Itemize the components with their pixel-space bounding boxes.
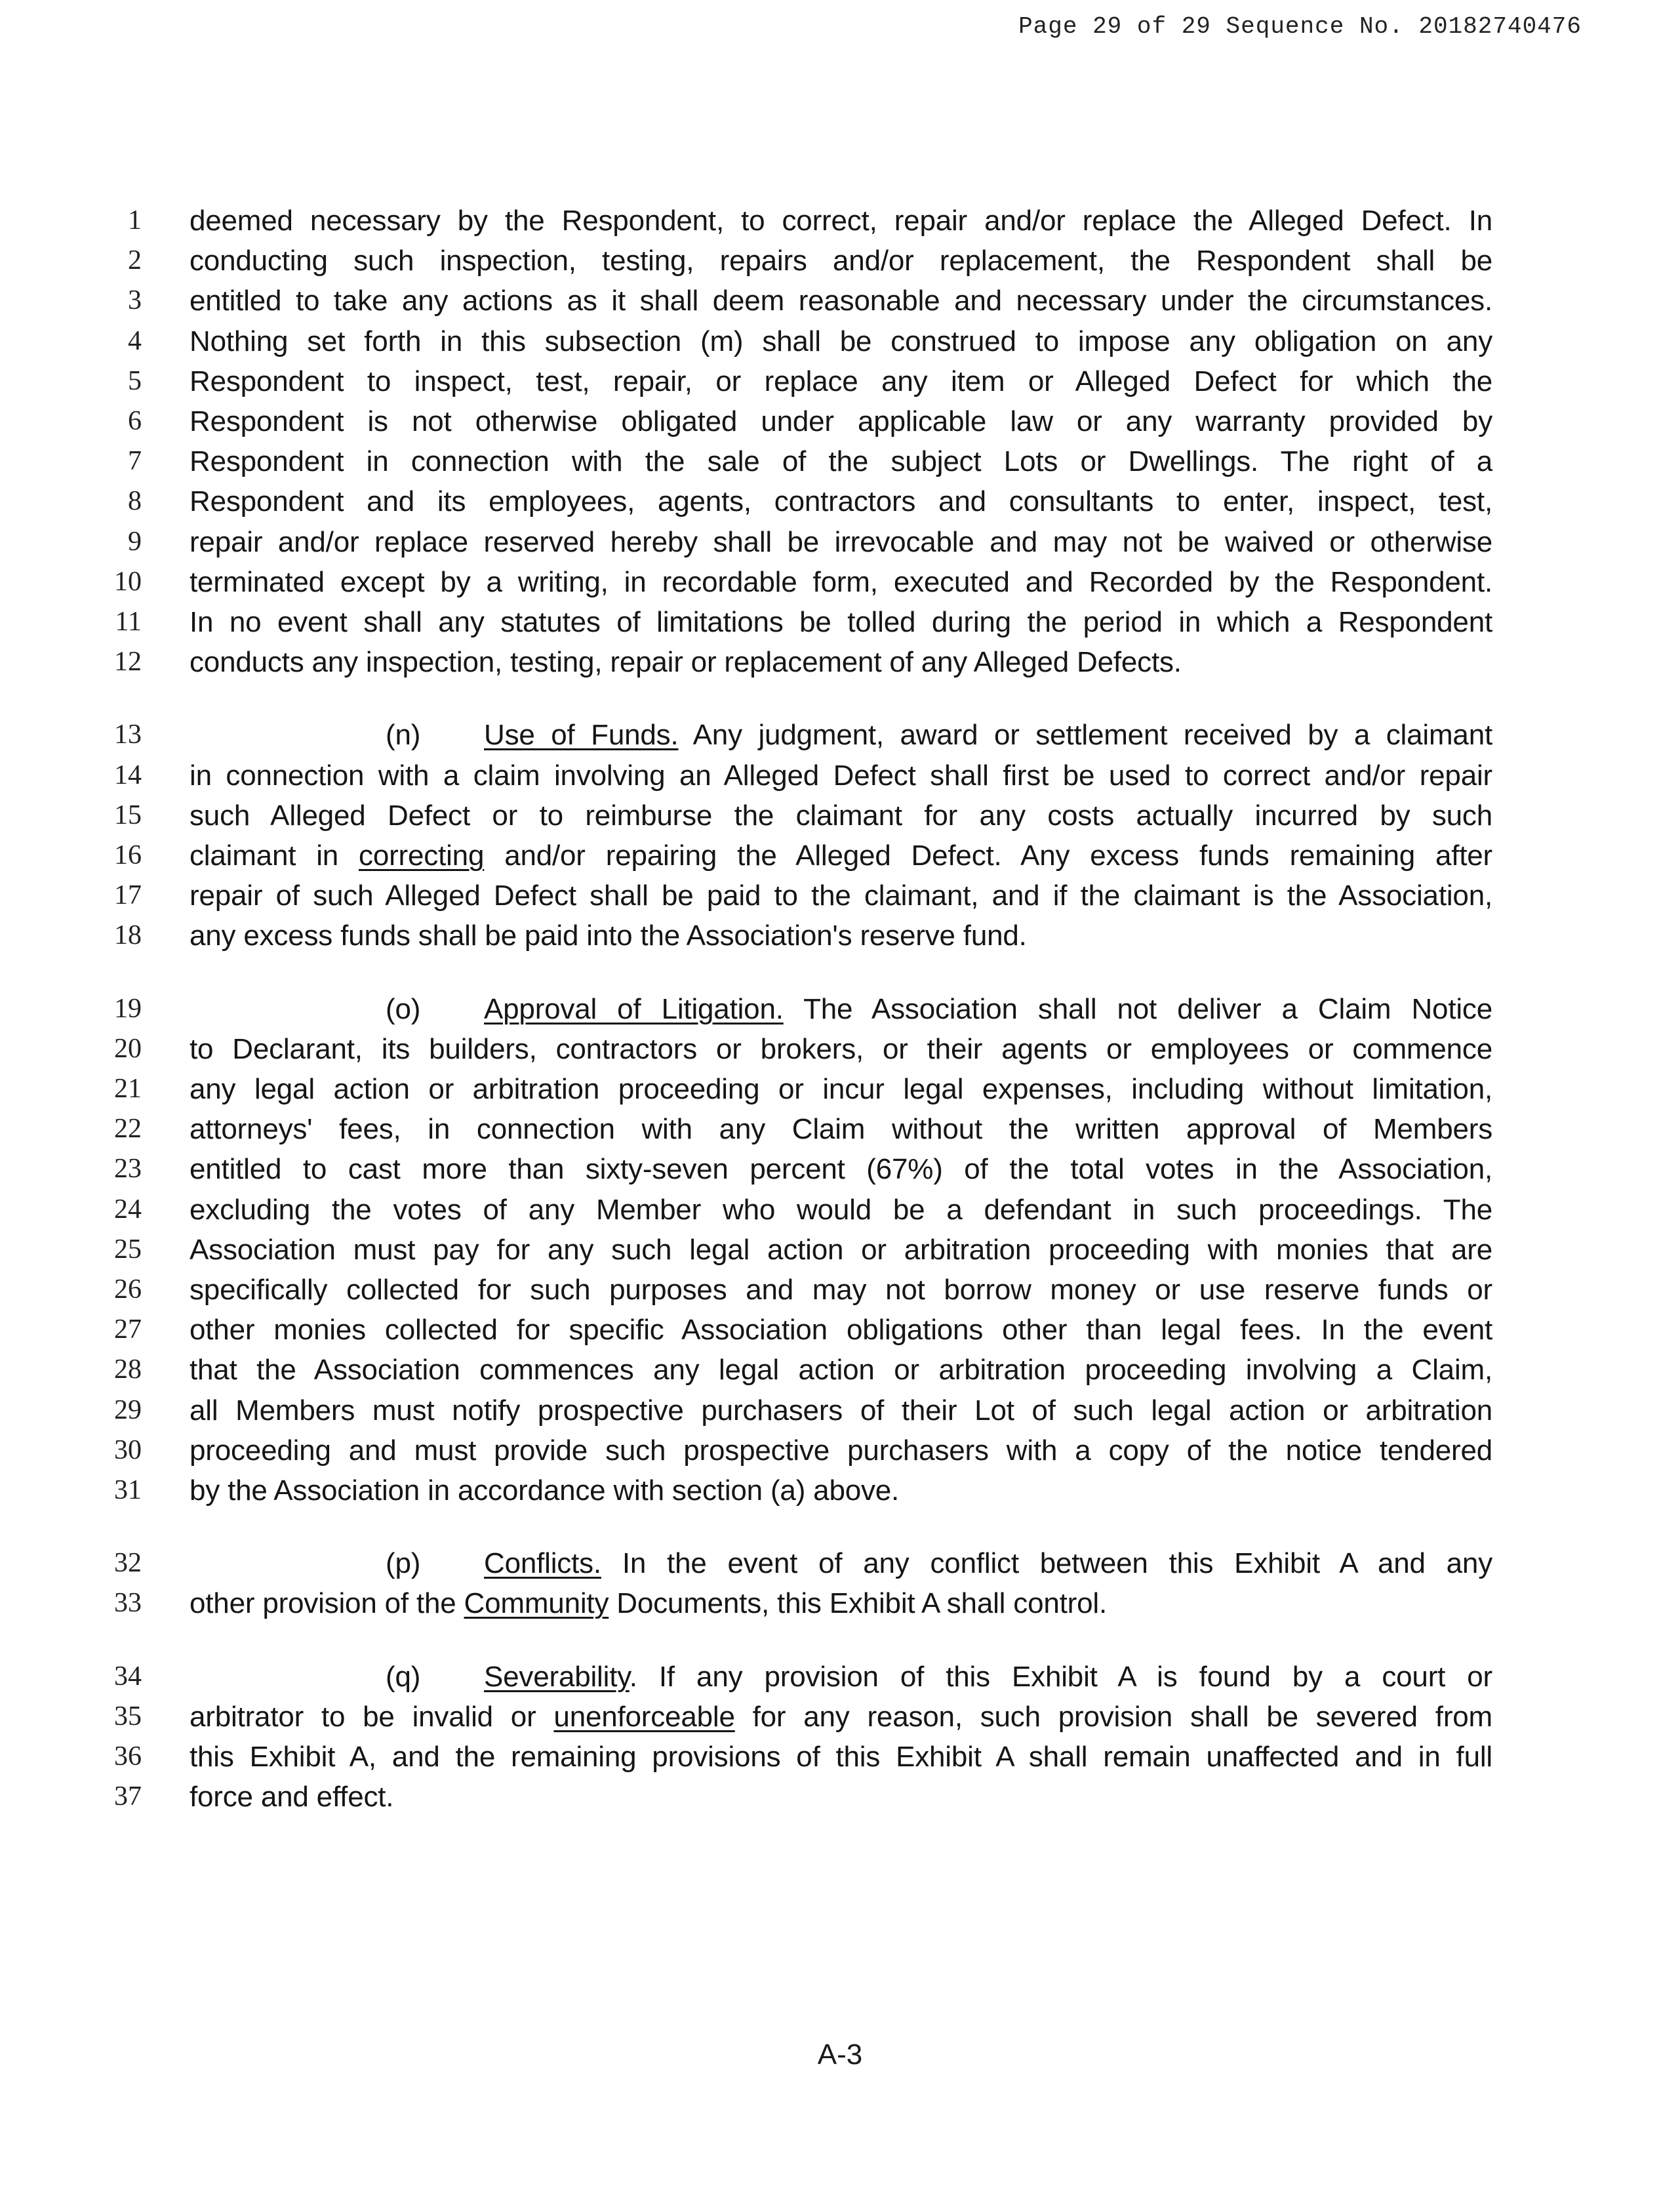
line-text [190, 602, 1492, 642]
document-line [0, 562, 1680, 602]
document-line [0, 715, 1680, 755]
line-text [190, 1390, 1492, 1430]
line-number: 13 [114, 720, 142, 750]
line-content: Respondent is not otherwise obligated under applicable law or any warranty provided by [190, 405, 1492, 437]
line-text [190, 1777, 1492, 1817]
line-content: Any judgment, award or settlement received by a claimant [692, 719, 1492, 752]
heading-punctuation: . [629, 1660, 637, 1693]
line-text [190, 481, 1492, 521]
line-content: by the Association in accordance with section (a) above. [190, 1474, 900, 1507]
line-text [190, 1310, 1492, 1350]
document-line [0, 796, 1680, 836]
document-line [0, 481, 1680, 521]
line-text [190, 836, 1492, 876]
line-content: other provision of the [190, 1587, 464, 1620]
line-number: 10 [114, 566, 142, 597]
line-number: 21 [114, 1074, 142, 1104]
document-line [0, 1190, 1680, 1230]
document-line [0, 1390, 1680, 1430]
line-text [190, 756, 1492, 796]
line-number: 6 [128, 406, 142, 436]
line-number: 9 [128, 526, 142, 557]
line-content: claimant in [190, 840, 359, 872]
line-content: repair and/or replace reserved hereby shall be irrevocable and may not be waived or otherwise [190, 525, 1492, 558]
line-number: 36 [114, 1741, 142, 1772]
line-content: in connection with a claim involving an Alleged Defect shall first be used to correct and/or repair [190, 759, 1492, 792]
line-number: 12 [114, 647, 142, 678]
line-text [190, 1149, 1492, 1189]
underlined-term: unenforceable [553, 1700, 735, 1733]
document-line [0, 1583, 1680, 1623]
line-content: Nothing set forth in this subsection (m) shall be construed to impose any obligation on any [190, 325, 1492, 357]
line-number: 8 [128, 486, 142, 517]
subsection-marker: (o) [386, 992, 421, 1025]
line-content: excluding the votes of any Member who would be a defendant in such proceedings. The [190, 1193, 1492, 1226]
line-content: Documents, this Exhibit A shall control. [609, 1587, 1107, 1620]
line-number: 1 [128, 205, 142, 235]
line-text [190, 401, 1492, 441]
line-content: terminated except by a writing, in recordable form, executed and Recorded by the Respondent. [190, 565, 1492, 598]
line-text [190, 562, 1492, 602]
subsection-marker: (q) [386, 1660, 421, 1693]
document-line [0, 1430, 1680, 1470]
line-number: 18 [114, 920, 142, 951]
document-line [0, 1777, 1680, 1817]
line-number: 14 [114, 760, 142, 790]
line-content: Respondent and its employees, agents, contractors and consultants to enter, inspect, test, [190, 485, 1492, 518]
line-content: for any reason, such provision shall be severed from [734, 1700, 1492, 1733]
line-number: 19 [114, 993, 142, 1024]
line-content: proceeding and must provide such prospective purchasers with a copy of the notice tendered [190, 1434, 1492, 1467]
document-line [0, 1737, 1680, 1777]
line-number: 3 [128, 285, 142, 316]
line-number: 15 [114, 800, 142, 830]
line-number: 20 [114, 1033, 142, 1064]
line-content: any legal action or arbitration proceeding or incur legal expenses, including without limitation, [190, 1073, 1492, 1105]
line-text [190, 1109, 1492, 1149]
line-number: 32 [114, 1548, 142, 1579]
line-text [190, 361, 1492, 401]
line-number: 5 [128, 365, 142, 396]
underlined-term: correcting [359, 840, 485, 872]
line-content: conducting such inspection, testing, repairs and/or replacement, the Respondent shall be [190, 245, 1492, 277]
line-text [190, 1230, 1492, 1270]
line-content: any excess funds shall be paid into the Association's reserve fund. [190, 920, 1027, 952]
line-content: that the Association commences any legal action or arbitration proceeding involving a Claim, [190, 1354, 1492, 1387]
line-text [190, 321, 1492, 361]
line-content: In no event shall any statutes of limitations be tolled during the period in which a Respondent [190, 606, 1492, 638]
document-line [0, 916, 1680, 956]
line-text [190, 642, 1492, 682]
subsection-heading: Use of Funds. [484, 719, 679, 752]
line-number: 7 [128, 446, 142, 477]
document-line [0, 1697, 1680, 1737]
line-text [190, 1029, 1492, 1069]
line-text [190, 796, 1492, 836]
document-line [0, 1230, 1680, 1270]
line-text [190, 241, 1492, 281]
document-line [0, 989, 1680, 1029]
line-content: all Members must notify prospective purchasers of their Lot of such legal action or arbitration [190, 1394, 1492, 1427]
line-content: to Declarant, its builders, contractors or brokers, or their agents or employees or commence [190, 1032, 1492, 1065]
document-line [0, 1109, 1680, 1149]
line-number: 22 [114, 1114, 142, 1145]
document-line [0, 1310, 1680, 1350]
line-text [190, 876, 1492, 916]
subsection-heading: Severability [484, 1660, 630, 1693]
line-text [386, 1657, 1492, 1697]
underlined-term: Community [464, 1587, 609, 1620]
line-content: repair of such Alleged Defect shall be paid to the claimant, and if the claimant is the Association, [190, 880, 1492, 912]
document-line [0, 642, 1680, 682]
document-line [0, 201, 1680, 241]
line-content: other monies collected for specific Association obligations other than legal fees. In the event [190, 1314, 1492, 1347]
document-line [0, 1069, 1680, 1109]
line-number: 4 [128, 325, 142, 356]
document-line [0, 1470, 1680, 1511]
line-text [190, 1350, 1492, 1390]
line-text [386, 1543, 1492, 1583]
document-line [0, 361, 1680, 401]
line-number: 25 [114, 1234, 142, 1265]
line-number: 2 [128, 245, 142, 276]
document-line [0, 1029, 1680, 1069]
line-number: 16 [114, 840, 142, 870]
document-line [0, 1149, 1680, 1189]
line-content: conducts any inspection, testing, repair or replacement of any Alleged Defects. [190, 646, 1182, 679]
document-line [0, 522, 1680, 562]
line-text [190, 1583, 1492, 1623]
document-line [0, 401, 1680, 441]
line-content: Respondent to inspect, test, repair, or replace any item or Alleged Defect for which the [190, 365, 1492, 397]
line-content: Association must pay for any such legal action or arbitration proceeding with monies that are [190, 1233, 1492, 1266]
line-content: If any provision of this Exhibit A is found by a court or [658, 1660, 1492, 1693]
line-content: attorneys' fees, in connection with any Claim without the written approval of Members [190, 1113, 1492, 1146]
document-line [0, 756, 1680, 796]
line-content: entitled to cast more than sixty-seven percent (67%) of the total votes in the Association, [190, 1153, 1492, 1186]
line-content: force and effect. [190, 1781, 394, 1814]
line-number: 11 [115, 607, 142, 637]
page-sequence-header: Page 29 of 29 Sequence No. 20182740476 [1018, 13, 1582, 40]
line-text [190, 916, 1492, 956]
line-number: 26 [114, 1274, 142, 1305]
document-line [0, 441, 1680, 481]
line-text [386, 715, 1492, 755]
line-number: 35 [114, 1701, 142, 1732]
document-line [0, 1350, 1680, 1390]
line-number: 27 [114, 1314, 142, 1345]
line-number: 28 [114, 1354, 142, 1385]
line-number: 24 [114, 1194, 142, 1225]
document-line [0, 321, 1680, 361]
document-line [0, 281, 1680, 321]
document-line [0, 876, 1680, 916]
line-number: 31 [114, 1475, 142, 1505]
line-text [190, 1697, 1492, 1737]
line-text [190, 441, 1492, 481]
line-text [190, 281, 1492, 321]
line-number: 30 [114, 1434, 142, 1465]
document-line [0, 241, 1680, 281]
line-content: In the event of any conflict between this Exhibit A and any [622, 1547, 1492, 1580]
line-content: The Association shall not deliver a Claim Notice [803, 992, 1493, 1025]
line-content: and/or repairing the Alleged Defect. Any excess funds remaining after [484, 840, 1492, 872]
subsection-marker: (p) [386, 1547, 421, 1580]
document-line [0, 1657, 1680, 1697]
document-line [0, 1270, 1680, 1310]
subsection-marker: (n) [386, 719, 421, 752]
line-text [190, 1190, 1492, 1230]
subsection-heading: Approval of Litigation. [484, 992, 784, 1025]
line-text [190, 522, 1492, 562]
document-line [0, 1543, 1680, 1583]
line-number: 37 [114, 1781, 142, 1812]
line-content: Respondent in connection with the sale of the subject Lots or Dwellings. The right of a [190, 445, 1492, 478]
line-content: deemed necessary by the Respondent, to correct, repair and/or replace the Alleged Defect. In [190, 205, 1492, 237]
subsection-heading: Conflicts. [484, 1547, 601, 1580]
line-number: 29 [114, 1394, 142, 1425]
line-content: arbitrator to be invalid or [190, 1700, 554, 1733]
line-text [190, 1069, 1492, 1109]
line-number: 33 [114, 1588, 142, 1619]
line-content: such Alleged Defect or to reimburse the claimant for any costs actually incurred by such [190, 799, 1492, 832]
line-number: 23 [114, 1154, 142, 1185]
page-number-footer: A-3 [817, 2038, 863, 2071]
line-text [386, 989, 1492, 1029]
line-number: 17 [114, 880, 142, 911]
document-line [0, 836, 1680, 876]
line-text [190, 1470, 1492, 1511]
line-text [190, 1430, 1492, 1470]
line-content: entitled to take any actions as it shall deem reasonable and necessary under the circumstances. [190, 285, 1492, 317]
document-line [0, 602, 1680, 642]
line-text [190, 1270, 1492, 1310]
line-text [190, 201, 1492, 241]
line-number: 34 [114, 1661, 142, 1692]
line-content: this Exhibit A, and the remaining provisions of this Exhibit A shall remain unaffected and in full [190, 1741, 1492, 1773]
line-text [190, 1737, 1492, 1777]
line-content: specifically collected for such purposes and may not borrow money or use reserve funds or [190, 1274, 1492, 1306]
